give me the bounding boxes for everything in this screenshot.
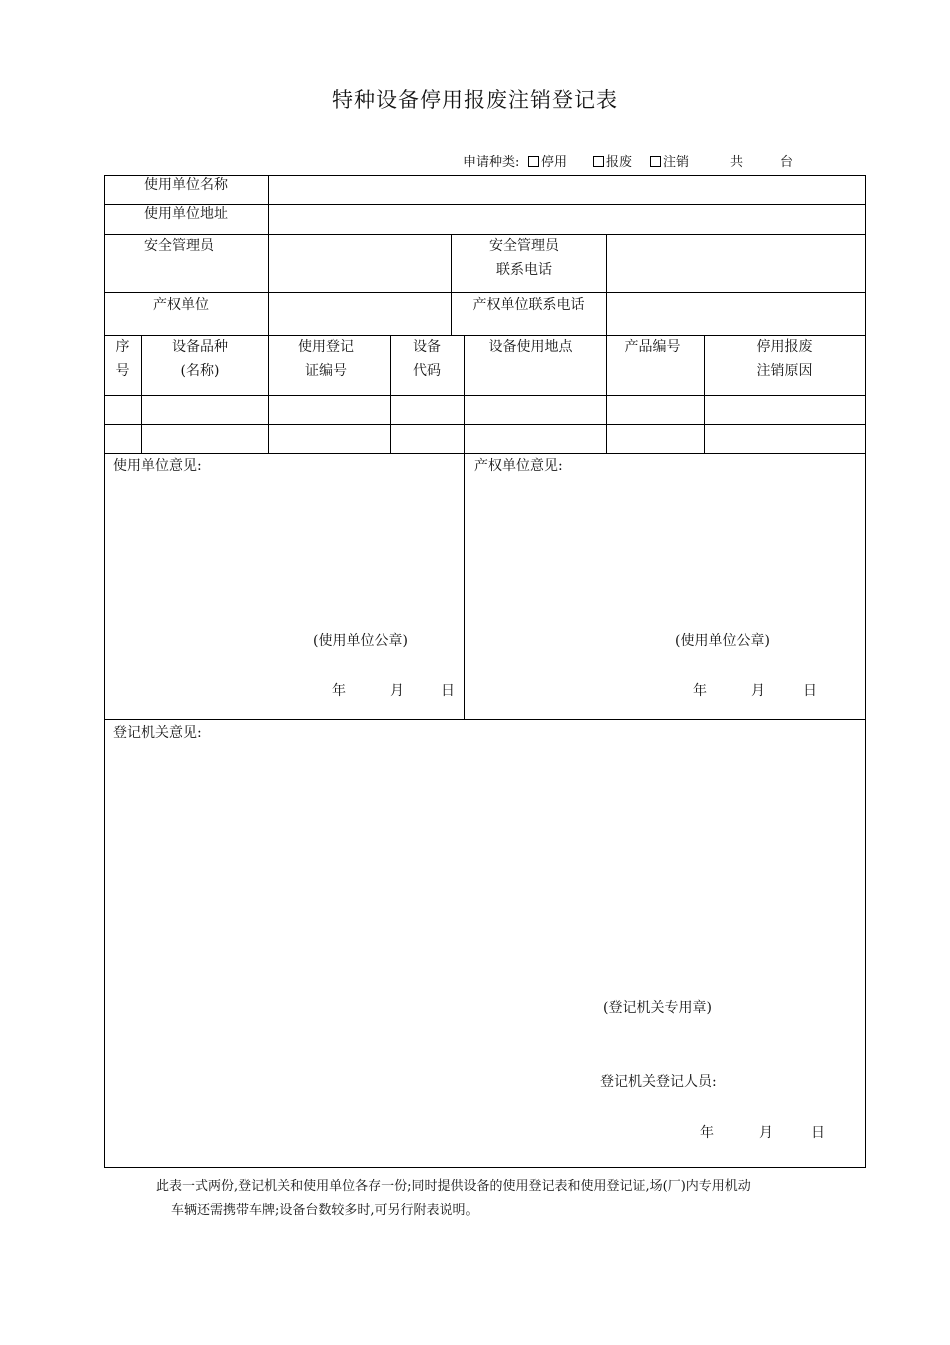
total-prefix: 共 (730, 155, 744, 170)
table-row[interactable] (106, 426, 864, 452)
footnote-line-2: 车辆还需携带车牌;设备台数较多时,可另行附表说明。 (171, 1203, 479, 1218)
registration-seal-label: (登记机关专用章) (603, 1000, 712, 1016)
registration-staff-label: 登记机关登记人员: (600, 1074, 717, 1090)
user-unit-date-month: 月 (390, 683, 404, 699)
header-product-no: 产品编号 (624, 339, 681, 355)
user-unit-seal-label: (使用单位公章) (313, 633, 408, 649)
user-unit-name-field[interactable] (270, 177, 864, 203)
checkbox-icon[interactable] (650, 156, 661, 167)
registration-date-day: 日 (811, 1125, 825, 1141)
option-scrap[interactable]: 报废 (593, 151, 632, 170)
header-equipment-type: 设备品种 (名称) (172, 339, 228, 379)
registration-opinion-label: 登记机关意见: (113, 725, 202, 741)
form-title: 特种设备停用报废注销登记表 (332, 88, 618, 112)
property-unit-phone-field[interactable] (608, 294, 864, 334)
property-unit-opinion-label: 产权单位意见: (474, 458, 563, 474)
option-cancel[interactable]: 注销 (650, 151, 689, 170)
property-unit-date-month: 月 (751, 683, 765, 699)
table-row[interactable] (106, 397, 864, 423)
total-suffix: 台 (780, 155, 794, 170)
safety-manager-field[interactable] (270, 236, 450, 291)
header-equipment-code: 设备 代码 (413, 339, 441, 379)
header-serial-no: 序 号 (115, 339, 130, 379)
user-unit-date-year: 年 (332, 683, 346, 699)
user-unit-address-field[interactable] (270, 206, 864, 233)
registration-date-month: 月 (759, 1125, 773, 1141)
label-safety-manager: 安全管理员 (144, 238, 214, 254)
label-property-unit: 产权单位 (153, 297, 209, 313)
user-unit-date-day: 日 (441, 683, 455, 699)
property-unit-date-day: 日 (803, 683, 817, 699)
label-property-unit-phone: 产权单位联系电话 (472, 297, 585, 313)
registration-date-year: 年 (700, 1125, 714, 1141)
label-user-unit-address: 使用单位地址 (144, 206, 228, 222)
checkbox-icon[interactable] (528, 156, 539, 167)
footnote-line-1: 此表一式两份,登记机关和使用单位各存一份;同时提供设备的使用登记表和使用登记证,场(厂)内专用机动 (156, 1179, 751, 1194)
header-registration-cert-no: 使用登记 证编号 (298, 339, 354, 379)
checkbox-icon[interactable] (593, 156, 604, 167)
header-reason: 停用报废 注销原因 (756, 339, 813, 379)
option-suspend[interactable]: 停用 (528, 151, 567, 170)
property-unit-date-year: 年 (693, 683, 707, 699)
header-usage-location: 设备使用地点 (488, 339, 573, 355)
user-unit-opinion-label: 使用单位意见: (113, 458, 202, 474)
property-unit-field[interactable] (270, 294, 450, 334)
property-unit-seal-label: (使用单位公章) (675, 633, 770, 649)
application-type-label: 申请种类: (463, 155, 520, 170)
label-safety-manager-phone: 安全管理员 联系电话 (489, 238, 559, 278)
label-user-unit-name: 使用单位名称 (144, 177, 228, 193)
safety-manager-phone-field[interactable] (608, 236, 864, 291)
